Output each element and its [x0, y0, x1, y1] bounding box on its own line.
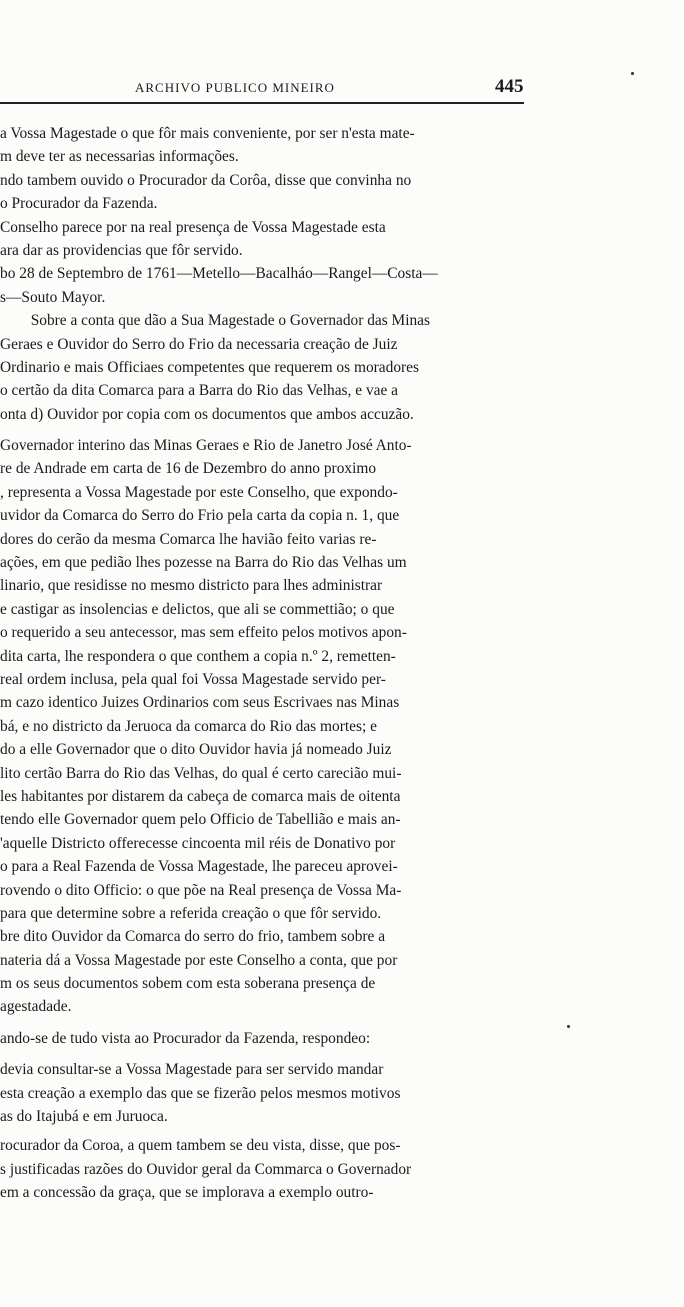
- text-line: lito certão Barra do Rio das Velhas, do qual é certo carecião mui-: [0, 764, 402, 782]
- text-line: nateria dá a Vossa Magestade por este Conselho a conta, que por: [0, 951, 398, 969]
- text-line: 'aquelle Districto offerecesse cincoenta mil réis de Donativo por: [0, 834, 396, 852]
- text-line: rovendo o dito Officio: o que põe na Real presença de Vossa Ma-: [0, 881, 402, 899]
- text-line: o certão da dita Comarca para a Barra do Rio das Velhas, e vae a: [0, 382, 399, 400]
- text-line: o requerido a seu antecessor, mas sem effeito pelos motivos apon-: [0, 624, 407, 642]
- body-text: [0, 122, 540, 1205]
- text-line: les habitantes por distarem da cabeça de comarca mais de oitenta: [0, 787, 401, 805]
- text-line: tendo elle Governador quem pelo Officio de Tabellião e mais an-: [0, 811, 401, 829]
- text-line: linario, que residisse no mesmo districto para lhes administrar: [0, 577, 383, 595]
- text-line: m deve ter as necessarias informações.: [0, 148, 239, 166]
- text-line: Ordinario e mais Officiaes competentes que requerem os moradores: [0, 358, 420, 376]
- text-line: bo 28 de Septembro de 1761—Metello—Bacalháo—Rangel—Costa—: [0, 265, 438, 283]
- text-line: Sobre a conta que dão a Sua Magestade o Governador das Minas: [30, 312, 430, 330]
- paper-speck: [631, 72, 634, 75]
- page-number: 445: [495, 76, 524, 97]
- text-line: m os seus documentos sobem com esta soberana presença de: [0, 975, 376, 993]
- text-line: onta d) Ouvidor por copia com os documentos que ambos accuzão.: [0, 405, 414, 423]
- text-line: dita carta, lhe respondera o que conthem a copia n.º 2, remetten-: [0, 647, 396, 665]
- text-line: s—Souto Mayor.: [0, 288, 106, 306]
- text-line: Geraes e Ouvidor do Serro do Frio da necessaria creação de Juiz: [0, 335, 398, 353]
- text-line: Conselho parece por na real presença de Vossa Magestade esta: [0, 218, 386, 236]
- text-line: agestadade.: [0, 998, 72, 1016]
- text-line: bre dito Ouvidor da Comarca do serro do frio, tambem sobre a: [0, 928, 386, 946]
- text-line: ações, em que pedião lhes pozesse na Barra do Rio das Velhas um: [0, 554, 407, 572]
- text-line: rocurador da Coroa, a quem tambem se deu vista, disse, que pos-: [0, 1137, 401, 1155]
- text-line: m cazo identico Juizes Ordinarios com seus Escrivaes nas Minas: [0, 694, 400, 712]
- text-line: devia consultar-se a Vossa Magestade para ser servido mandar: [0, 1061, 384, 1079]
- text-line: bá, e no districto da Jeruoca da comarca do Rio das mortes; e: [0, 717, 377, 735]
- text-line: esta creação a exemplo das que se fizerão pelos mesmos motivos: [0, 1084, 401, 1102]
- text-line: s justificadas razões do Ouvidor geral da Commarca o Governador: [0, 1160, 412, 1178]
- paper-speck: [567, 1025, 570, 1028]
- text-line: o Procurador da Fazenda.: [0, 195, 158, 213]
- text-line: real ordem inclusa, pela qual foi Vossa Magestade servido per-: [0, 670, 386, 688]
- text-line: para que determine sobre a referida creação o que fôr servido.: [0, 904, 382, 922]
- text-line: Governador interino das Minas Geraes e Rio de Janetro José Anto-: [0, 437, 412, 455]
- running-header: ARCHIVO PUBLICO MINEIRO: [135, 80, 335, 95]
- text-line: do a elle Governador que o dito Ouvidor havia já nomeado Juiz: [0, 741, 392, 759]
- text-line: dores do cerão da mesma Comarca lhe havião feito varias re-: [0, 530, 377, 548]
- text-line: a Vossa Magestade o que fôr mais conveniente, por ser n'esta mate-: [0, 125, 415, 142]
- text-line: re de Andrade em carta de 16 de Dezembro do anno proximo: [0, 460, 377, 478]
- header-rule: [0, 102, 524, 104]
- text-line: e castigar as insolencias e delictos, que ali se commettião; o que: [0, 600, 395, 618]
- text-line: ara dar as providencias que fôr servido.: [0, 241, 243, 259]
- text-line: em a concessão da graça, que se implorava a exemplo outro-: [0, 1184, 374, 1202]
- text-line: o para a Real Fazenda de Vossa Magestade, lhe pareceu aprovei-: [0, 858, 398, 876]
- text-line: as do Itajubá e em Juruoca.: [0, 1108, 168, 1126]
- text-line: ndo tambem ouvido o Procurador da Corôa, disse que convinha no: [0, 171, 412, 189]
- text-line: ando-se de tudo vista ao Procurador da Fazenda, respondeo:: [0, 1029, 371, 1047]
- text-line: , representa a Vossa Magestade por este Conselho, que expondo-: [0, 483, 398, 501]
- text-line: uvidor da Comarca do Serro do Frio pela carta da copia n. 1, que: [0, 507, 400, 525]
